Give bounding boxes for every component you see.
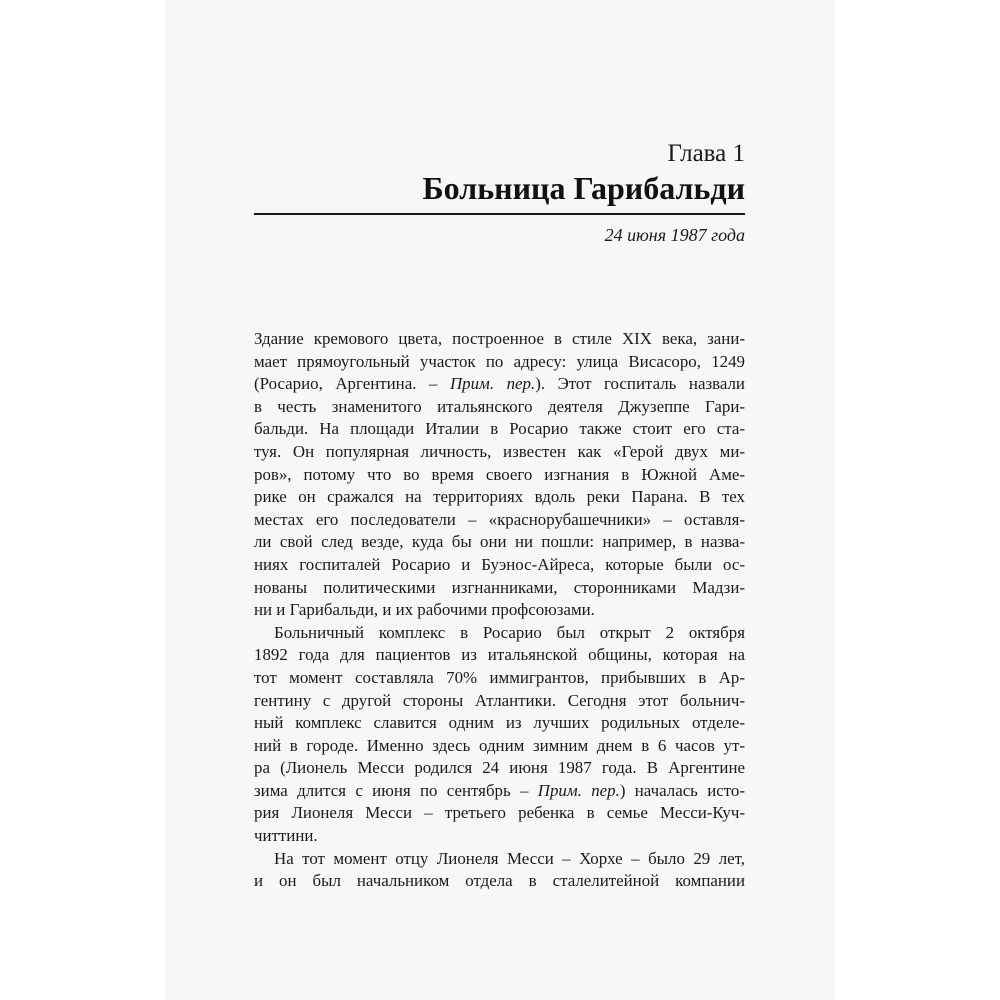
text-fragment: (Росарио, Аргентина. –	[254, 374, 450, 394]
text-line: гентину с другой стороны Атлантики. Сегодня этот больнич-	[254, 690, 745, 710]
chapter-date: 24 июня 1987 года	[604, 225, 745, 245]
translator-note: Прим. пер.	[537, 780, 620, 800]
text-line: и он был начальником отдела в сталелитейной компании	[254, 871, 745, 891]
chapter-number: Глава 1	[667, 140, 745, 167]
text-line: Здание кремового цвета, построенное в стиле XIX века, зани-	[254, 329, 745, 348]
text-line	[254, 780, 745, 803]
title-divider	[254, 213, 745, 215]
text-line: местах его последователи – «краснорубашечники» – оставля-	[254, 509, 745, 529]
text-line: читтини.	[254, 826, 318, 846]
text-line: ний в городе. Именно здесь одним зимним днем в 6 часов ут-	[254, 735, 745, 755]
text-fragment: ). Этот госпиталь назвали	[535, 374, 745, 394]
text-line: рия Лионеля Месси – третьего ребенка в семье Месси-Куч-	[254, 803, 745, 823]
text-line: ли свой след везде, куда бы они ни пошли: например, в назва-	[254, 532, 745, 552]
text-line: ра (Лионель Месси родился 24 июня 1987 года. В Аргентине	[254, 758, 745, 778]
text-line: ниях госпиталей Росарио и Буэнос-Айреса, которые были ос-	[254, 554, 745, 574]
text-line: в честь знаменитого итальянского деятеля Джузеппе Гари-	[254, 396, 745, 416]
text-fragment: ) началась исто-	[619, 780, 745, 800]
body-text	[254, 328, 745, 893]
text-line: бальди. На площади Италии в Росарио также стоит его ста-	[254, 419, 745, 439]
translator-note: Прим. пер.	[449, 374, 536, 394]
text-fragment: зима длится с июня по сентябрь –	[254, 780, 538, 800]
text-line: мает прямоугольный участок по адресу: улица Висасоро, 1249	[254, 351, 745, 371]
text-line: На тот момент отцу Лионеля Месси – Хорхе – было 29 лет,	[274, 848, 745, 868]
book-page	[165, 0, 835, 1000]
text-line: рике он сражался на территориях вдоль реки Парана. В тех	[254, 487, 745, 507]
text-line: Больничный комплекс в Росарио был открыт 2 октября	[274, 622, 745, 642]
text-line: ров», потому что во время своего изгнания в Южной Аме-	[254, 464, 745, 484]
text-line: нованы политическими изгнанниками, сторонниками Мадзи-	[254, 577, 745, 597]
chapter-title: Больница Гарибальди	[422, 170, 745, 206]
text-line: туя. Он популярная личность, известен как «Герой двух ми-	[254, 441, 745, 461]
text-line: тот момент составляла 70% иммигрантов, прибывших в Ар-	[254, 667, 745, 687]
text-line	[254, 373, 745, 396]
text-line: ный комплекс славится одним из лучших родильных отделе-	[254, 713, 745, 733]
text-line: ни и Гарибальди, и их рабочими профсоюзами.	[254, 600, 595, 620]
text-line: 1892 года для пациентов из итальянской общины, которая на	[254, 645, 745, 665]
